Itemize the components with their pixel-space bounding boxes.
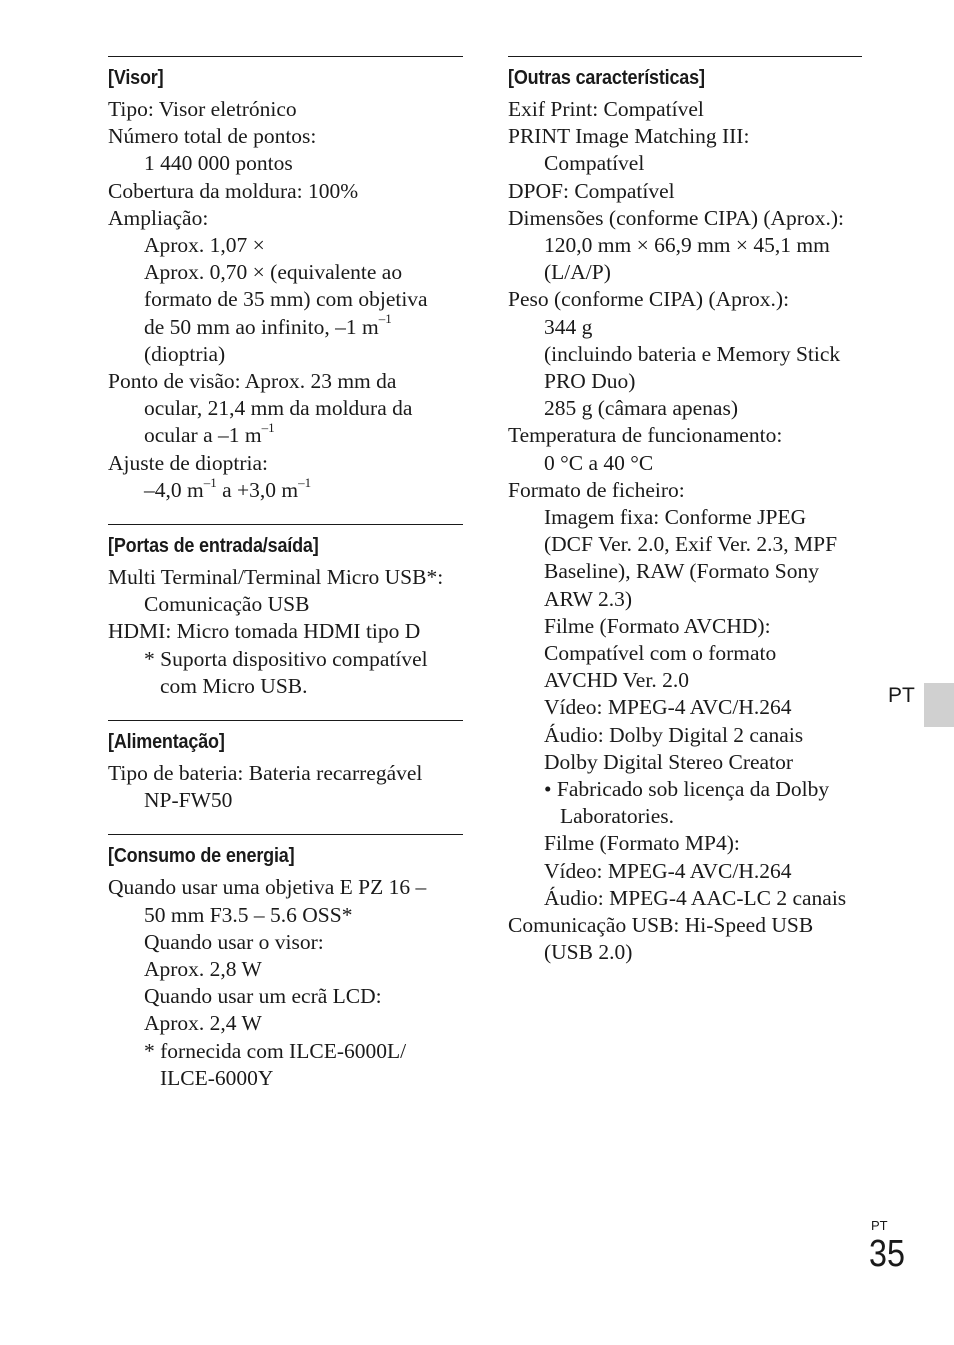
outras-line: Filme (Formato MP4): bbox=[544, 831, 740, 856]
left-column bbox=[108, 56, 463, 1112]
page-number: 35 bbox=[869, 1233, 905, 1275]
outras-line: 120,0 mm × 66,9 mm × 45,1 mm bbox=[544, 233, 830, 258]
superscript: –1 bbox=[261, 420, 275, 436]
outras-line: 0 °C a 40 °C bbox=[544, 450, 654, 475]
superscript: –1 bbox=[298, 474, 312, 490]
outras-line: Imagem fixa: Conforme JPEG bbox=[544, 505, 807, 530]
alimentacao-modelo: NP-FW50 bbox=[144, 788, 233, 813]
visor-ampliacao-value-2c bbox=[108, 311, 463, 341]
outras-line: Dolby Digital Stereo Creator bbox=[544, 749, 793, 774]
portas-multi: Multi Terminal/Terminal Micro USB*: bbox=[108, 565, 444, 590]
section-consumo bbox=[108, 834, 463, 1092]
outras-line: Áudio: MPEG-4 AAC-LC 2 canais bbox=[544, 885, 847, 910]
visor-numero-pontos-label: Número total de pontos: bbox=[108, 124, 317, 149]
outras-line: Dimensões (conforme CIPA) (Aprox.): bbox=[508, 205, 844, 230]
section-heading-portas: [Portas de entrada/saída] bbox=[108, 535, 319, 558]
outras-line: • Fabricado sob licença da Dolby bbox=[544, 777, 830, 802]
section-heading-alimentacao: [Alimentação] bbox=[108, 731, 225, 754]
consumo-line-8: ILCE-6000Y bbox=[160, 1065, 274, 1090]
outras-line: ARW 2.3) bbox=[544, 586, 632, 611]
visor-ajuste-value bbox=[108, 474, 463, 504]
consumo-line-7: * fornecida com ILCE-6000L/ bbox=[144, 1038, 407, 1063]
consumo-line-2: 50 mm F3.5 – 5.6 OSS* bbox=[144, 902, 353, 927]
section-alimentacao bbox=[108, 720, 463, 814]
outras-line: 344 g bbox=[544, 314, 593, 339]
outras-line: PRO Duo) bbox=[544, 369, 636, 394]
visor-tipo: Tipo: Visor eletrónico bbox=[108, 97, 297, 121]
visor-ajuste-label: Ajuste de dioptria: bbox=[108, 450, 269, 475]
consumo-line-3: Quando usar o visor: bbox=[144, 929, 324, 954]
outras-line: (incluindo bateria e Memory Stick bbox=[544, 341, 841, 366]
outras-line: Comunicação USB: Hi-Speed USB bbox=[508, 913, 814, 938]
outras-line: Áudio: Dolby Digital 2 canais bbox=[544, 722, 804, 747]
outras-line: Temperatura de funcionamento: bbox=[508, 423, 783, 448]
section-heading-consumo: [Consumo de energia] bbox=[108, 845, 295, 868]
section-outras bbox=[508, 56, 862, 967]
alimentacao-tipo: Tipo de bateria: Bateria recarregável bbox=[108, 761, 423, 786]
visor-ampliacao-value-1: Aprox. 1,07 × bbox=[144, 233, 265, 258]
outras-line: Formato de ficheiro: bbox=[508, 477, 685, 502]
visor-ampliacao-value-2d: (dioptria) bbox=[144, 341, 226, 366]
visor-ampliacao-text: de 50 mm ao infinito, –1 m bbox=[144, 314, 379, 339]
visor-ampliacao-value-2a: Aprox. 0,70 × (equivalente ao bbox=[144, 260, 403, 285]
page-language-label: PT bbox=[871, 1218, 888, 1233]
outras-line: Vídeo: MPEG-4 AVC/H.264 bbox=[544, 695, 792, 720]
visor-ponto-visao-text: ocular a –1 m bbox=[144, 423, 262, 448]
portas-comunicacao: Comunicação USB bbox=[144, 592, 310, 617]
section-portas bbox=[108, 524, 463, 700]
ajuste-min: –4,0 m bbox=[144, 477, 204, 502]
outras-line: Filme (Formato AVCHD): bbox=[544, 613, 771, 638]
outras-line: Peso (conforme CIPA) (Aprox.): bbox=[508, 287, 790, 312]
visor-ponto-visao-c bbox=[108, 422, 463, 449]
section-heading-outras: [Outras características] bbox=[508, 67, 705, 89]
superscript: –1 bbox=[203, 474, 217, 490]
outras-line: Baseline), RAW (Formato Sony bbox=[544, 559, 819, 584]
outras-line: PRINT Image Matching III: bbox=[508, 124, 750, 149]
visor-ponto-visao-b: ocular, 21,4 mm da moldura da bbox=[144, 396, 413, 421]
portas-nota-a: * Suporta dispositivo compatível bbox=[144, 646, 428, 671]
outras-line: Vídeo: MPEG-4 AVC/H.264 bbox=[544, 858, 792, 883]
outras-line: DPOF: Compatível bbox=[508, 178, 675, 203]
outras-line: Compatível com o formato bbox=[544, 641, 777, 666]
portas-hdmi: HDMI: Micro tomada HDMI tipo D bbox=[108, 619, 421, 644]
superscript: –1 bbox=[378, 311, 392, 327]
outras-line: (L/A/P) bbox=[544, 260, 611, 285]
consumo-line-1: Quando usar uma objetiva E PZ 16 – bbox=[108, 875, 427, 900]
visor-ponto-visao-a: Ponto de visão: Aprox. 23 mm da bbox=[108, 369, 397, 394]
portas-nota-b: com Micro USB. bbox=[160, 673, 308, 698]
section-visor bbox=[108, 56, 463, 504]
consumo-line-5: Quando usar um ecrã LCD: bbox=[144, 984, 382, 1009]
outras-line: AVCHD Ver. 2.0 bbox=[544, 668, 689, 693]
language-tab-label: PT bbox=[888, 684, 915, 707]
outras-line: Exif Print: Compatível bbox=[508, 97, 704, 121]
outras-line: Compatível bbox=[544, 151, 645, 176]
visor-cobertura: Cobertura da moldura: 100% bbox=[108, 178, 359, 203]
outras-line: (USB 2.0) bbox=[544, 940, 633, 965]
outras-line: 285 g (câmara apenas) bbox=[544, 396, 738, 421]
language-tab bbox=[924, 683, 954, 727]
outras-line: Laboratories. bbox=[560, 804, 675, 829]
outras-line: (DCF Ver. 2.0, Exif Ver. 2.3, MPF bbox=[544, 532, 838, 557]
consumo-line-6: Aprox. 2,4 W bbox=[144, 1011, 262, 1036]
consumo-line-4: Aprox. 2,8 W bbox=[144, 957, 262, 982]
visor-ampliacao-value-2b: formato de 35 mm) com objetiva bbox=[144, 287, 428, 312]
visor-numero-pontos-value: 1 440 000 pontos bbox=[144, 151, 293, 176]
visor-ampliacao-label: Ampliação: bbox=[108, 205, 209, 230]
ajuste-max: a +3,0 m bbox=[216, 477, 299, 502]
section-heading-visor: [Visor] bbox=[108, 67, 164, 89]
right-column bbox=[508, 56, 862, 987]
